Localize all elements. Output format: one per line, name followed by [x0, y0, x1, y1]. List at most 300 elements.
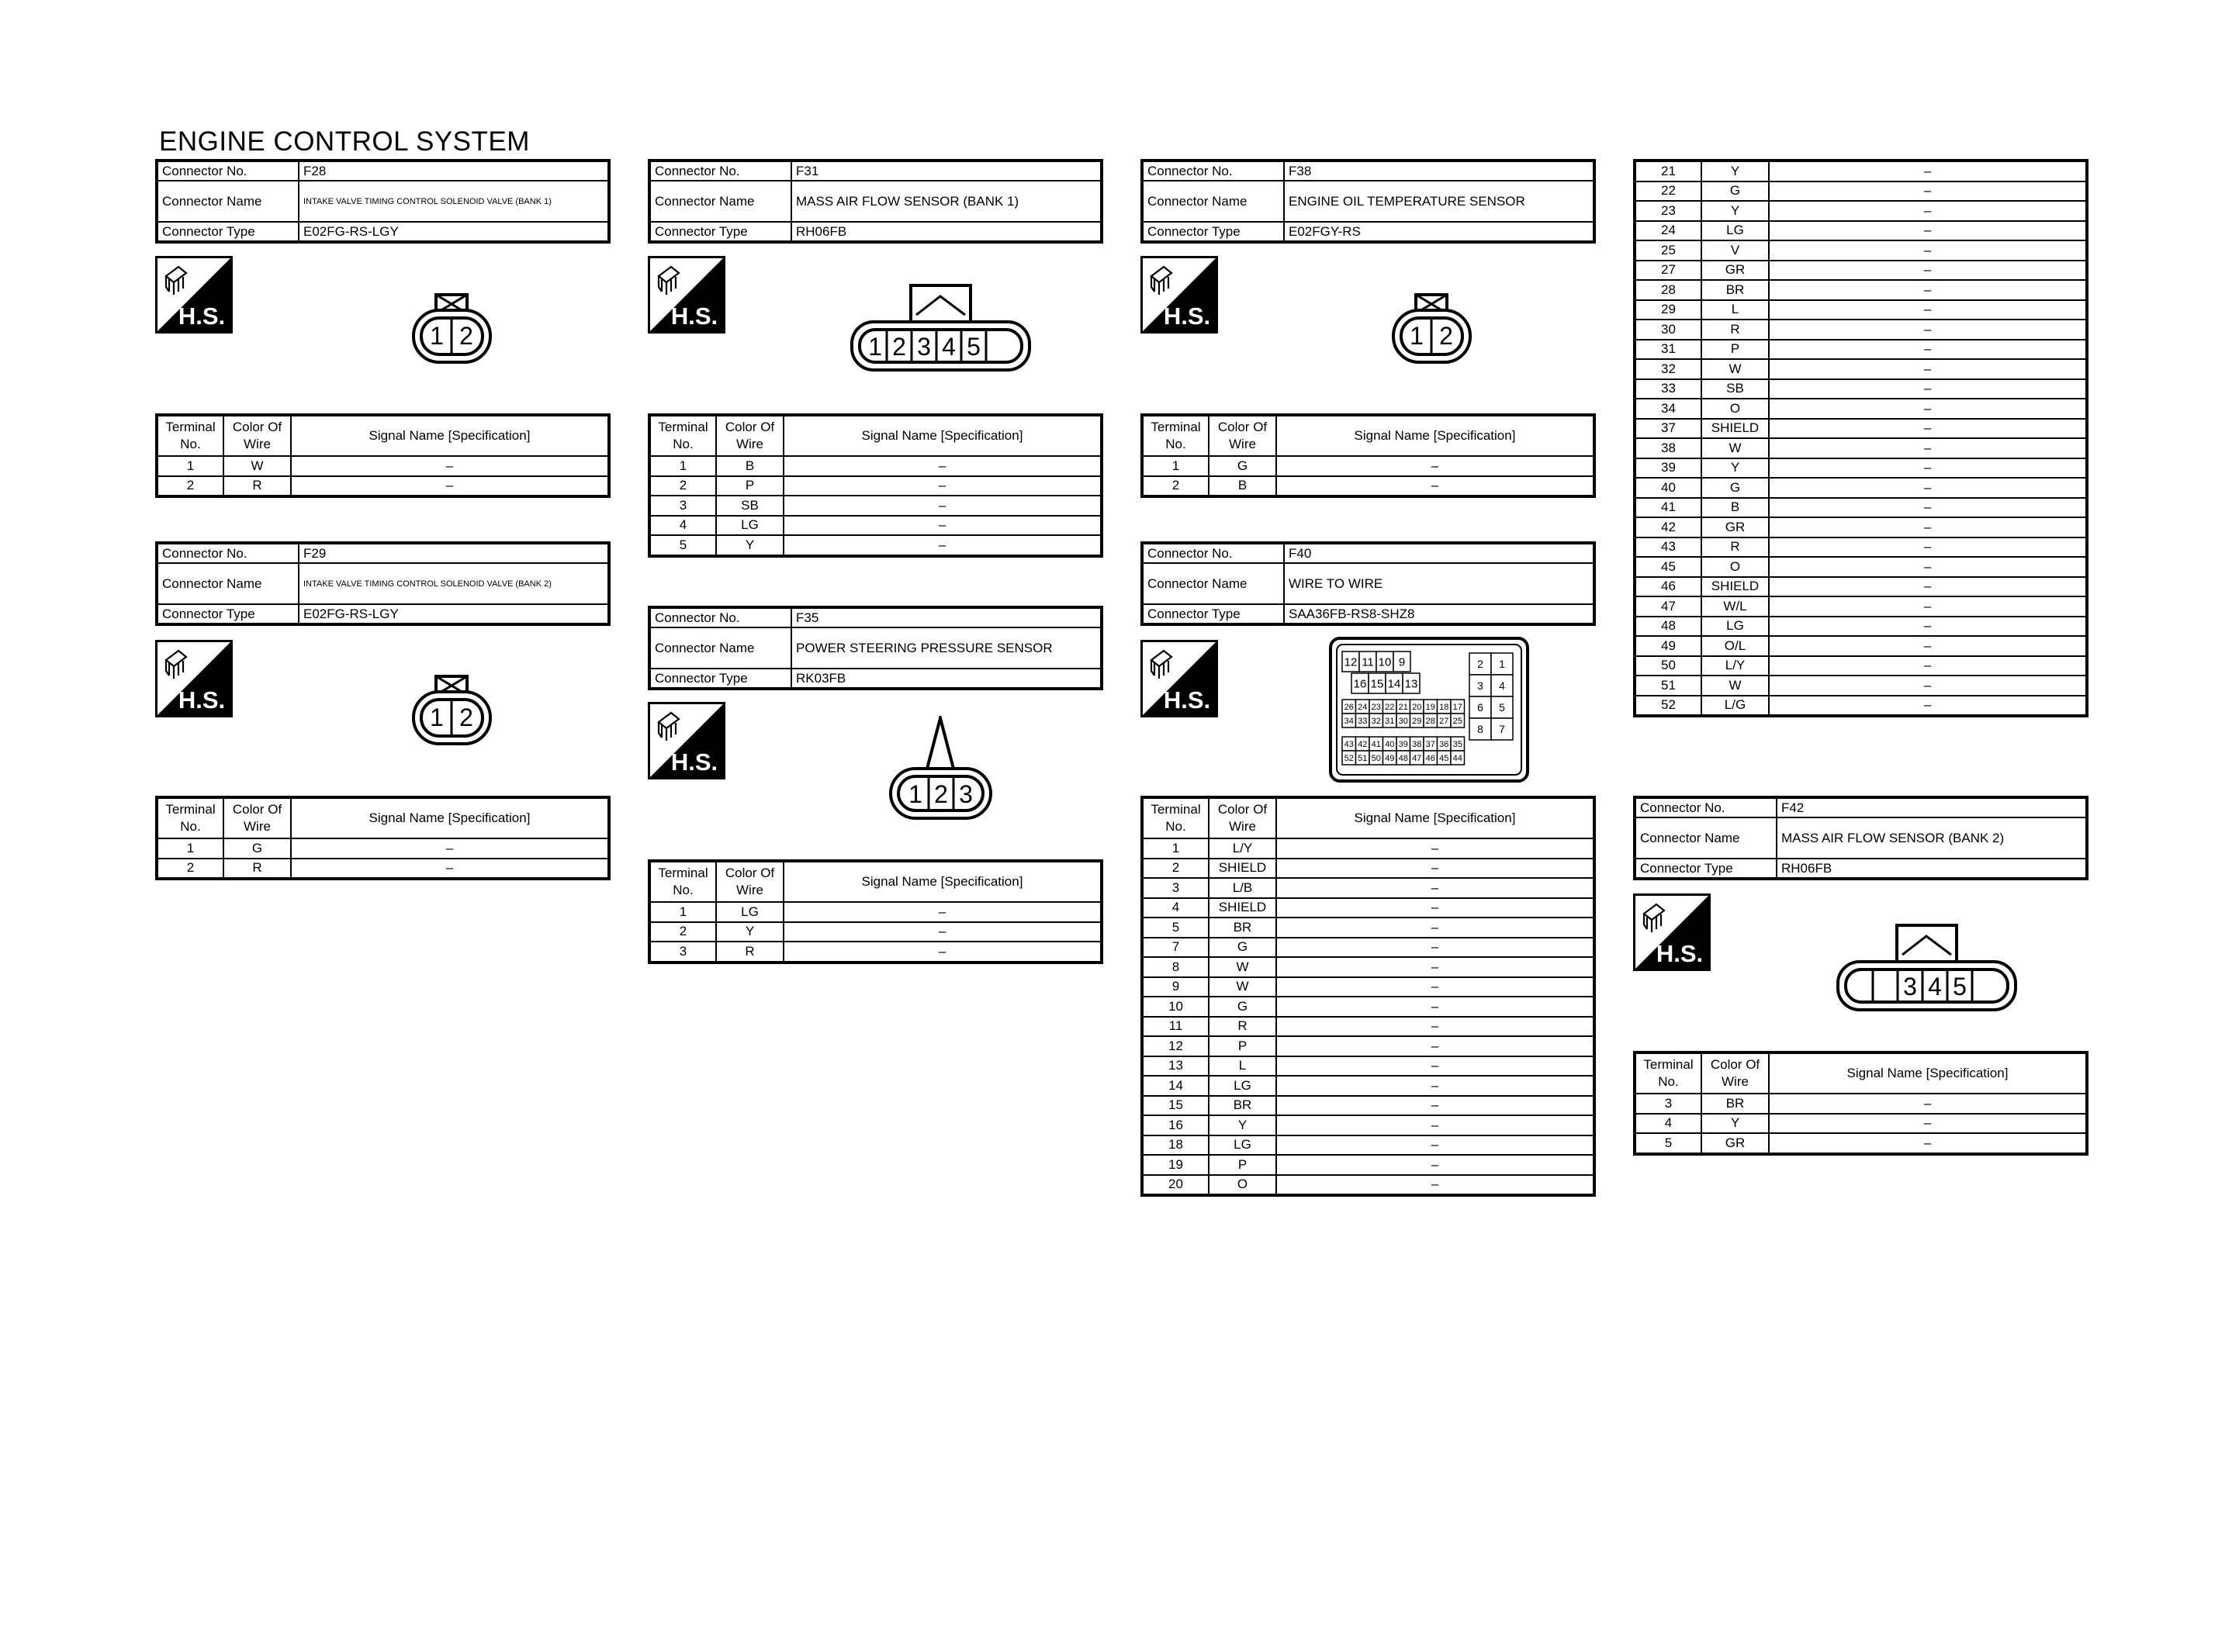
pin-label: 1 [430, 703, 444, 731]
connector-no-value: F31 [791, 161, 1102, 181]
signal-header: Signal Name [Specification] [784, 861, 1102, 902]
signal-name: – [1276, 476, 1594, 497]
pin-row [649, 456, 1102, 476]
pin-label: 46 [1425, 753, 1435, 763]
signal-header: Signal Name [Specification] [1276, 415, 1594, 456]
signal-name: – [1276, 997, 1594, 1017]
wire-color: B [716, 456, 784, 476]
pin-label: 36 [1439, 739, 1449, 749]
connector-f38-pin-table [1140, 413, 1596, 498]
pin-row [1142, 898, 1594, 918]
signal-name: – [1769, 696, 2087, 717]
wire-color: W [1701, 676, 1769, 696]
terminal-no: 3 [1635, 1094, 1701, 1114]
color-header: Color Of Wire [1701, 1052, 1769, 1094]
signal-name: – [1276, 1076, 1594, 1096]
pin-row [649, 942, 1102, 963]
pin-row [1635, 181, 2087, 202]
wire-color: R [1701, 320, 1769, 340]
wire-color: O [1701, 557, 1769, 577]
terminal-no: 10 [1142, 997, 1209, 1017]
pin-row [1142, 1155, 1594, 1175]
connector-face-f40 [1328, 636, 1530, 787]
pin-label: 49 [1385, 753, 1395, 763]
wire-color: R [223, 859, 291, 880]
terminal-header: Terminal No. [1635, 1052, 1701, 1094]
wire-color: B [1701, 498, 1769, 518]
signal-name: – [784, 516, 1102, 536]
pin-label: 19 [1425, 702, 1435, 712]
pin-row [1635, 557, 2087, 577]
pin-label: 26 [1344, 702, 1354, 712]
pin-label: 5 [1953, 973, 1967, 1001]
signal-name: – [1769, 1094, 2087, 1114]
wire-color: Y [1701, 458, 1769, 479]
connector-no-value: F40 [1284, 543, 1594, 563]
wire-color: G [1209, 938, 1276, 958]
terminal-no: 2 [1142, 476, 1209, 497]
connector-name-value: POWER STEERING PRESSURE SENSOR [791, 627, 1102, 669]
terminal-no: 47 [1635, 596, 1701, 617]
terminal-no: 1 [649, 456, 716, 476]
terminal-no: 37 [1635, 419, 1701, 439]
pin-label: 1 [908, 780, 922, 808]
wire-color: W [1209, 957, 1276, 977]
wire-color: G [1209, 997, 1276, 1017]
connector-name-value: MASS AIR FLOW SENSOR (BANK 2) [1777, 817, 2087, 859]
terminal-no: 24 [1635, 221, 1701, 241]
pin-row [157, 476, 609, 497]
connector-type-label: Connector Type [1142, 222, 1284, 242]
pin-row [1635, 537, 2087, 558]
connector-f38 [1140, 159, 1596, 244]
wire-color: B [1209, 476, 1276, 497]
wire-color: Y [716, 535, 784, 556]
terminal-no: 46 [1635, 577, 1701, 597]
signal-name: – [1769, 261, 2087, 281]
connector-f29 [155, 541, 611, 626]
connector-face-2pin [1391, 293, 1472, 368]
signal-name: – [784, 902, 1102, 922]
connector-f28 [155, 159, 611, 244]
connector-f40-continued-pin-table [1633, 159, 2088, 717]
pin-row [649, 496, 1102, 516]
wire-color: L [1701, 300, 1769, 320]
wire-color: W [223, 456, 291, 476]
connector-name-value: WIRE TO WIRE [1284, 563, 1594, 604]
terminal-no: 8 [1142, 957, 1209, 977]
signal-name: – [784, 476, 1102, 496]
terminal-no: 19 [1142, 1155, 1209, 1175]
terminal-no: 52 [1635, 696, 1701, 717]
connector-type-value: RH06FB [1777, 859, 2087, 879]
connector-name-label: Connector Name [1142, 563, 1284, 604]
signal-name: – [1769, 221, 2087, 241]
signal-name: – [1769, 419, 2087, 439]
pin-row [1635, 577, 2087, 597]
connector-name-value: MASS AIR FLOW SENSOR (BANK 1) [791, 181, 1102, 222]
wire-color: W [1209, 977, 1276, 997]
signal-name: – [1769, 240, 2087, 261]
wire-color: SHIELD [1209, 859, 1276, 879]
terminal-no: 22 [1635, 181, 1701, 202]
pin-label: 20 [1412, 702, 1422, 712]
signal-name: – [1769, 636, 2087, 656]
wire-color: P [1209, 1155, 1276, 1175]
wire-color: L/Y [1209, 838, 1276, 859]
pin-row [1635, 320, 2087, 340]
wire-color: BR [1701, 1094, 1769, 1114]
harness-side-icon [1633, 893, 1711, 971]
signal-name: – [1769, 399, 2087, 419]
pin-label: 40 [1385, 739, 1395, 749]
pin-row [1142, 456, 1594, 476]
wire-color: P [716, 476, 784, 496]
terminal-no: 4 [1142, 898, 1209, 918]
pin-label: 24 [1358, 702, 1368, 712]
pin-label: 52 [1344, 753, 1354, 763]
color-header: Color Of Wire [1209, 797, 1276, 838]
pin-row [1635, 596, 2087, 617]
pin-row [1142, 957, 1594, 977]
terminal-no: 2 [649, 922, 716, 942]
pin-row [1635, 221, 2087, 241]
pin-row [1635, 240, 2087, 261]
wire-color: SHIELD [1701, 577, 1769, 597]
wire-color: V [1701, 240, 1769, 261]
connector-no-label: Connector No. [649, 161, 791, 181]
signal-name: – [1276, 898, 1594, 918]
connector-no-label: Connector No. [157, 543, 299, 563]
signal-name: – [1276, 977, 1594, 997]
terminal-no: 41 [1635, 498, 1701, 518]
pin-label: 2 [459, 703, 473, 731]
wire-color: W/L [1701, 596, 1769, 617]
pin-row [1142, 1096, 1594, 1116]
signal-name: – [1276, 1175, 1594, 1196]
terminal-no: 1 [1142, 838, 1209, 859]
wire-color: P [1209, 1036, 1276, 1056]
terminal-no: 25 [1635, 240, 1701, 261]
terminal-no: 12 [1142, 1036, 1209, 1056]
wire-color: BR [1701, 280, 1769, 300]
pin-label: 43 [1344, 739, 1354, 749]
pin-row [1635, 340, 2087, 360]
signal-name: – [1769, 596, 2087, 617]
pin-label: 41 [1371, 739, 1381, 749]
pin-row [1142, 1076, 1594, 1096]
connector-face-5pin [850, 283, 1032, 376]
pin-label: 21 [1398, 702, 1408, 712]
connector-face-f42 [1836, 923, 2018, 1016]
terminal-no: 11 [1142, 1017, 1209, 1037]
pin-label: 3 [959, 780, 973, 808]
connector-no-value: F35 [791, 607, 1102, 627]
terminal-no: 3 [649, 942, 716, 963]
pin-label: 3 [1477, 679, 1483, 693]
pin-label: 42 [1358, 739, 1368, 749]
signal-name: – [1769, 161, 2087, 181]
connector-no-value: F28 [299, 161, 609, 181]
pin-label: 10 [1378, 655, 1392, 669]
signal-name: – [784, 535, 1102, 556]
pin-row [649, 516, 1102, 536]
terminal-no: 20 [1142, 1175, 1209, 1196]
pin-row [1142, 1115, 1594, 1135]
harness-side-icon [648, 256, 725, 334]
connector-type-value: E02FGY-RS [1284, 222, 1594, 242]
terminal-no: 1 [649, 902, 716, 922]
pin-label: 12 [1344, 655, 1358, 669]
signal-name: – [1276, 1155, 1594, 1175]
wire-color: L/Y [1701, 656, 1769, 676]
pin-label: 4 [942, 333, 956, 361]
pin-row [1142, 997, 1594, 1017]
signal-name: – [1769, 498, 2087, 518]
signal-header: Signal Name [Specification] [1769, 1052, 2087, 1094]
pin-label: 14 [1387, 677, 1401, 691]
wire-color: LG [716, 902, 784, 922]
connector-f31 [648, 159, 1103, 244]
wire-color: GR [1701, 1133, 1769, 1154]
pin-row [1635, 399, 2087, 419]
pin-row [1142, 918, 1594, 938]
pin-label: 2 [459, 322, 473, 350]
terminal-no: 1 [157, 456, 223, 476]
pin-label: 22 [1385, 702, 1395, 712]
connector-name-label: Connector Name [649, 627, 791, 669]
wire-color: R [223, 476, 291, 497]
signal-name: – [1276, 878, 1594, 898]
signal-name: – [1769, 359, 2087, 379]
pin-row [1635, 280, 2087, 300]
color-header: Color Of Wire [716, 415, 784, 456]
wire-color: SHIELD [1209, 898, 1276, 918]
pin-label: 9 [1398, 655, 1406, 669]
connector-f35 [648, 606, 1103, 690]
terminal-no: 42 [1635, 517, 1701, 537]
signal-name: – [1276, 1056, 1594, 1077]
connector-type-value: RH06FB [791, 222, 1102, 242]
wire-color: LG [1209, 1076, 1276, 1096]
connector-f28-pin-table [155, 413, 611, 498]
pin-label: 47 [1412, 753, 1422, 763]
connector-f29-pin-table [155, 796, 611, 880]
signal-name: – [1769, 320, 2087, 340]
signal-header: Signal Name [Specification] [291, 797, 609, 838]
pin-row [1142, 1017, 1594, 1037]
terminal-no: 7 [1142, 938, 1209, 958]
wire-color: G [1701, 181, 1769, 202]
pin-label: 23 [1371, 702, 1381, 712]
pin-row [649, 902, 1102, 922]
pin-label: 29 [1412, 716, 1422, 726]
pin-row [1635, 676, 2087, 696]
terminal-no: 1 [157, 838, 223, 859]
terminal-no: 40 [1635, 478, 1701, 498]
connector-type-label: Connector Type [157, 222, 299, 242]
signal-name: – [1769, 656, 2087, 676]
signal-name: – [1769, 557, 2087, 577]
signal-name: – [1769, 1133, 2087, 1154]
wire-color: SB [716, 496, 784, 516]
terminal-no: 15 [1142, 1096, 1209, 1116]
wire-color: L/G [1701, 696, 1769, 717]
signal-name: – [1276, 456, 1594, 476]
pin-label: 15 [1370, 677, 1384, 691]
terminal-no: 2 [157, 859, 223, 880]
connector-face-3pin [888, 716, 993, 824]
pin-row [1635, 161, 2087, 181]
terminal-no: 9 [1142, 977, 1209, 997]
wire-color: LG [1701, 617, 1769, 637]
signal-name: – [1769, 676, 2087, 696]
signal-name: – [1769, 478, 2087, 498]
wire-color: G [1701, 478, 1769, 498]
signal-name: – [1769, 300, 2087, 320]
pin-label: 3 [1903, 973, 1917, 1001]
signal-name: – [1769, 458, 2087, 479]
pin-label: 3 [917, 333, 931, 361]
wire-color: R [1209, 1017, 1276, 1037]
harness-side-icon [648, 702, 725, 779]
pin-row [1142, 838, 1594, 859]
terminal-no: 3 [1142, 878, 1209, 898]
connector-type-label: Connector Type [1635, 859, 1777, 879]
wire-color: SB [1701, 379, 1769, 399]
pin-row [1635, 656, 2087, 676]
pin-row [1142, 1056, 1594, 1077]
pin-row [1635, 458, 2087, 479]
terminal-no: 4 [1635, 1114, 1701, 1134]
terminal-no: 5 [1142, 918, 1209, 938]
terminal-no: 33 [1635, 379, 1701, 399]
connector-type-value: E02FG-RS-LGY [299, 222, 609, 242]
wire-color: O [1209, 1175, 1276, 1196]
wire-color: O [1701, 399, 1769, 419]
signal-name: – [1769, 181, 2087, 202]
terminal-no: 5 [1635, 1133, 1701, 1154]
wire-color: G [223, 838, 291, 859]
pin-row [1635, 261, 2087, 281]
signal-name: – [784, 456, 1102, 476]
terminal-no: 39 [1635, 458, 1701, 479]
wire-color: O/L [1701, 636, 1769, 656]
signal-name: – [1276, 838, 1594, 859]
wire-color: L [1209, 1056, 1276, 1077]
wire-color: BR [1209, 1096, 1276, 1116]
wire-color: L/B [1209, 878, 1276, 898]
terminal-no: 18 [1142, 1135, 1209, 1156]
signal-name: – [1769, 438, 2087, 458]
connector-type-value: E02FG-RS-LGY [299, 604, 609, 624]
terminal-no: 29 [1635, 300, 1701, 320]
connector-no-value: F42 [1777, 797, 2087, 817]
pin-label: 48 [1398, 753, 1408, 763]
hs-label: H.S. [1163, 302, 1211, 330]
signal-name: – [1276, 1096, 1594, 1116]
terminal-no: 43 [1635, 537, 1701, 558]
wire-color: Y [1701, 1114, 1769, 1134]
pin-row [1635, 1094, 2087, 1114]
pin-label: 2 [934, 780, 948, 808]
connector-no-value: F29 [299, 543, 609, 563]
pin-label: 1 [1410, 322, 1424, 350]
connector-f40-pin-table [1140, 796, 1596, 1197]
connector-no-value: F38 [1284, 161, 1594, 181]
connector-type-value: SAA36FB-RS8-SHZ8 [1284, 604, 1594, 624]
signal-name: – [1769, 517, 2087, 537]
signal-name: – [1276, 1036, 1594, 1056]
pin-label: 33 [1358, 716, 1368, 726]
connector-f35-pin-table [648, 859, 1103, 964]
pin-label: 11 [1362, 655, 1374, 669]
page-title: ENGINE CONTROL SYSTEM [159, 126, 530, 157]
pin-label: 2 [892, 333, 906, 361]
connector-face-2pin [411, 293, 493, 368]
pin-row [1142, 878, 1594, 898]
pin-label: 1 [868, 333, 882, 361]
color-header: Color Of Wire [223, 415, 291, 456]
signal-name: – [1276, 918, 1594, 938]
harness-side-icon [1140, 640, 1218, 717]
terminal-no: 48 [1635, 617, 1701, 637]
terminal-header: Terminal No. [157, 797, 223, 838]
signal-name: – [1769, 577, 2087, 597]
color-header: Color Of Wire [1209, 415, 1276, 456]
signal-name: – [1276, 938, 1594, 958]
pin-label: 30 [1398, 716, 1408, 726]
pin-label: 27 [1439, 716, 1449, 726]
pin-label: 2 [1439, 322, 1453, 350]
color-header: Color Of Wire [716, 861, 784, 902]
pin-row [157, 838, 609, 859]
signal-header: Signal Name [Specification] [291, 415, 609, 456]
f40-face-svg [1328, 636, 1530, 783]
connector-name-label: Connector Name [157, 563, 299, 604]
signal-name: – [1769, 201, 2087, 221]
signal-name: – [1276, 1017, 1594, 1037]
pin-label: 18 [1439, 702, 1449, 712]
pin-row [1635, 379, 2087, 399]
terminal-header: Terminal No. [1142, 415, 1209, 456]
terminal-no: 2 [1142, 859, 1209, 879]
pin-row [1142, 1135, 1594, 1156]
pin-row [1635, 1114, 2087, 1134]
hs-label: H.S. [178, 302, 226, 330]
pin-row [1142, 859, 1594, 879]
pin-label: 1 [430, 322, 444, 350]
wire-color: W [1701, 359, 1769, 379]
terminal-no: 45 [1635, 557, 1701, 577]
connector-info-table [155, 159, 611, 244]
signal-header: Signal Name [Specification] [784, 415, 1102, 456]
terminal-no: 31 [1635, 340, 1701, 360]
pin-row [1635, 617, 2087, 637]
pin-label: 37 [1425, 739, 1435, 749]
connector-no-label: Connector No. [1635, 797, 1777, 817]
pin-row [649, 535, 1102, 556]
terminal-no: 14 [1142, 1076, 1209, 1096]
pin-label: 31 [1385, 716, 1395, 726]
wire-color: Y [1209, 1115, 1276, 1135]
pin-row [1142, 1036, 1594, 1056]
wire-color: G [1209, 456, 1276, 476]
pin-label: 1 [1499, 658, 1505, 671]
signal-name: – [1769, 617, 2087, 637]
terminal-no: 4 [649, 516, 716, 536]
signal-name: – [1769, 1114, 2087, 1134]
